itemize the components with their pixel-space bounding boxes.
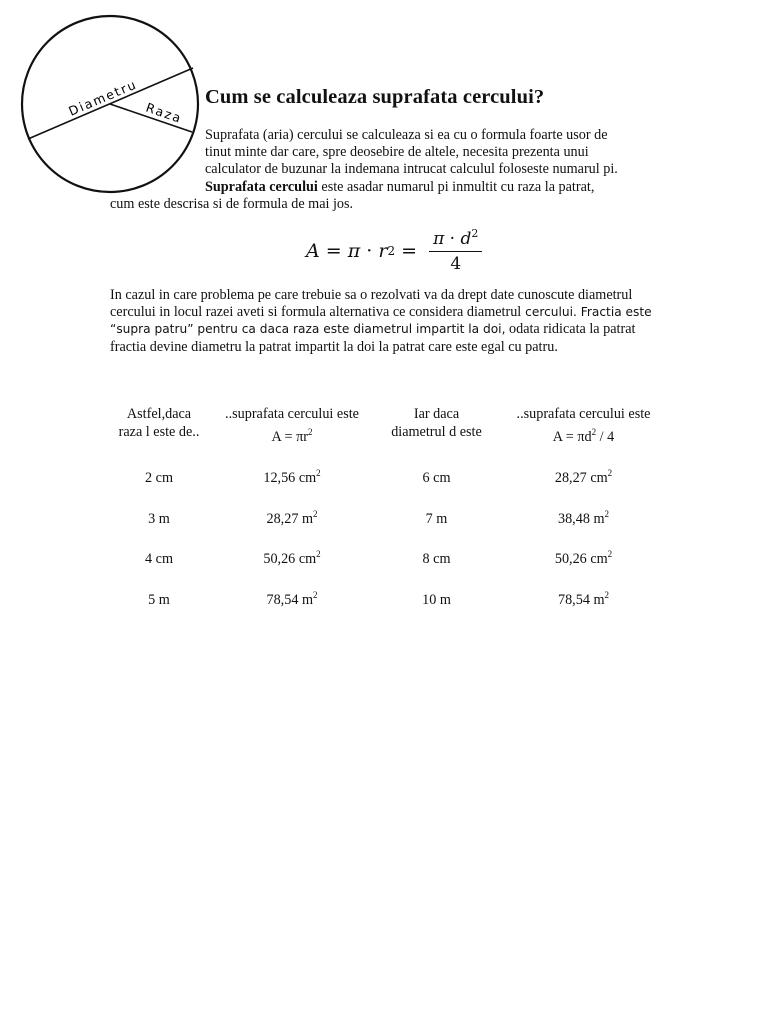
results-table	[110, 406, 670, 626]
bold-term: Suprafata cercului	[205, 178, 318, 195]
cell-value: 78,54 m	[266, 591, 313, 608]
cell-sup: 2	[607, 549, 613, 559]
cell-sup: 2	[316, 468, 321, 478]
intro-line	[110, 179, 670, 196]
cell-value: 10 m	[422, 591, 451, 608]
header-line: diametrul d este	[391, 423, 482, 440]
header-line: ..suprafata cercului este	[516, 406, 651, 422]
table-cell	[110, 545, 208, 586]
cell-value: 28,27 m	[266, 510, 313, 527]
cell-sup: 2	[313, 508, 318, 519]
cell-sup: 2	[316, 549, 321, 559]
header-line: Iar daca	[413, 406, 460, 422]
num-pi: π	[433, 229, 445, 249]
intro-line: Suprafata (aria) cercului se calculeaza si ea cu o formula foarte usor de	[205, 127, 608, 143]
formula-dot: ·	[360, 239, 379, 262]
formula-pi: π	[347, 239, 361, 262]
page-title: Cum se calculeaza suprafata cercului?	[205, 86, 545, 108]
cell-value: 50,26 cm	[263, 551, 317, 567]
area-formula	[306, 227, 482, 274]
para2-text: In cazul in care problema pe care trebuie sa o rezolvati va da drept date cunoscute diametrul cercului in locul razei aveti si formula alternativa ce considera diametrul	[110, 287, 633, 321]
table-row	[110, 505, 670, 546]
table-cell	[376, 586, 497, 627]
cell-value: 8 cm	[422, 551, 451, 567]
intro-line: cum este descrisa si de formula de mai jos.	[110, 195, 354, 212]
table-cell	[497, 586, 670, 627]
formula-a: A	[306, 239, 320, 262]
table-cell	[208, 505, 376, 546]
header-diameter	[376, 406, 497, 450]
table-cell	[208, 545, 376, 586]
cell-sup: 2	[604, 508, 609, 519]
cell-sup: 2	[313, 589, 318, 600]
header-area-radius	[208, 406, 376, 450]
num-exp: 2	[471, 227, 479, 240]
cell-value: 7 m	[425, 510, 448, 527]
cell-sup: 2	[604, 589, 609, 600]
radius-label: Raza	[144, 99, 185, 127]
cell-sup: 2	[607, 468, 613, 478]
table-cell	[110, 586, 208, 627]
header-suffix: / 4	[596, 428, 615, 445]
cell-value: 78,54 m	[557, 591, 605, 608]
intro-paragraph	[110, 127, 670, 213]
header-line: A = πd	[552, 428, 592, 445]
cell-value: 2 cm	[145, 470, 173, 486]
fraction-denominator: 4	[450, 254, 462, 274]
cell-value: 28,27 cm	[554, 470, 608, 486]
intro-text: este asadar numarul pi inmultit cu raza la patrat,	[317, 178, 595, 195]
fraction-numerator	[429, 227, 482, 252]
header-line: raza l este de..	[118, 423, 200, 440]
para2-text-end: odata ridicata la patrat fractia devine diametru la patrat impartit la doi la patrat care este egal cu patru.	[110, 321, 636, 355]
table-cell	[376, 545, 497, 586]
cell-value: 38,48 m	[557, 510, 605, 527]
cell-value: 50,26 cm	[554, 551, 608, 567]
table-cell	[208, 586, 376, 627]
formula-exp: 2	[387, 243, 396, 258]
formula-fraction	[429, 227, 482, 274]
cell-value: 3 m	[148, 510, 170, 527]
header-sup: 2	[307, 426, 313, 437]
table-cell	[376, 450, 497, 505]
table-row	[110, 586, 670, 627]
para2-sans-text: cercului. Fractia este “supra patru” pentru ca daca raza este diametrul impartit la doi,	[110, 305, 652, 337]
cell-value: 4 cm	[145, 551, 173, 567]
header-line: Astfel,daca	[126, 406, 192, 422]
cell-value: 6 cm	[422, 470, 451, 486]
header-area-diameter	[497, 406, 670, 450]
table-cell	[497, 545, 670, 586]
formula-r: r	[378, 239, 388, 262]
num-d: d	[460, 229, 472, 249]
intro-line: calculator de buzunar la indemana intrucat calculul foloseste numarul pi.	[205, 161, 618, 178]
table-cell	[208, 450, 376, 505]
diameter-label: Diametru	[66, 76, 140, 119]
cell-value: 5 m	[148, 591, 170, 608]
table-cell	[110, 450, 208, 505]
formula-eq2: =	[395, 239, 424, 262]
num-dot: ·	[444, 229, 461, 249]
cell-value: 12,56 cm	[263, 470, 317, 486]
intro-line: tinut minte dar care, spre deosebire de altele, necesita prezenta unui	[205, 144, 589, 161]
header-line: ..suprafata cercului este	[225, 406, 359, 422]
table-cell	[497, 505, 670, 546]
formula-eq: =	[319, 239, 348, 262]
table-row	[110, 450, 670, 505]
table-row	[110, 545, 670, 586]
table-cell	[497, 450, 670, 505]
header-sup: 2	[591, 426, 597, 437]
alternative-formula-paragraph	[110, 287, 670, 356]
table-header-row	[110, 406, 670, 450]
table-cell	[376, 505, 497, 546]
header-line: A = πr	[271, 428, 308, 445]
table-cell	[110, 505, 208, 546]
header-radius	[110, 406, 208, 450]
